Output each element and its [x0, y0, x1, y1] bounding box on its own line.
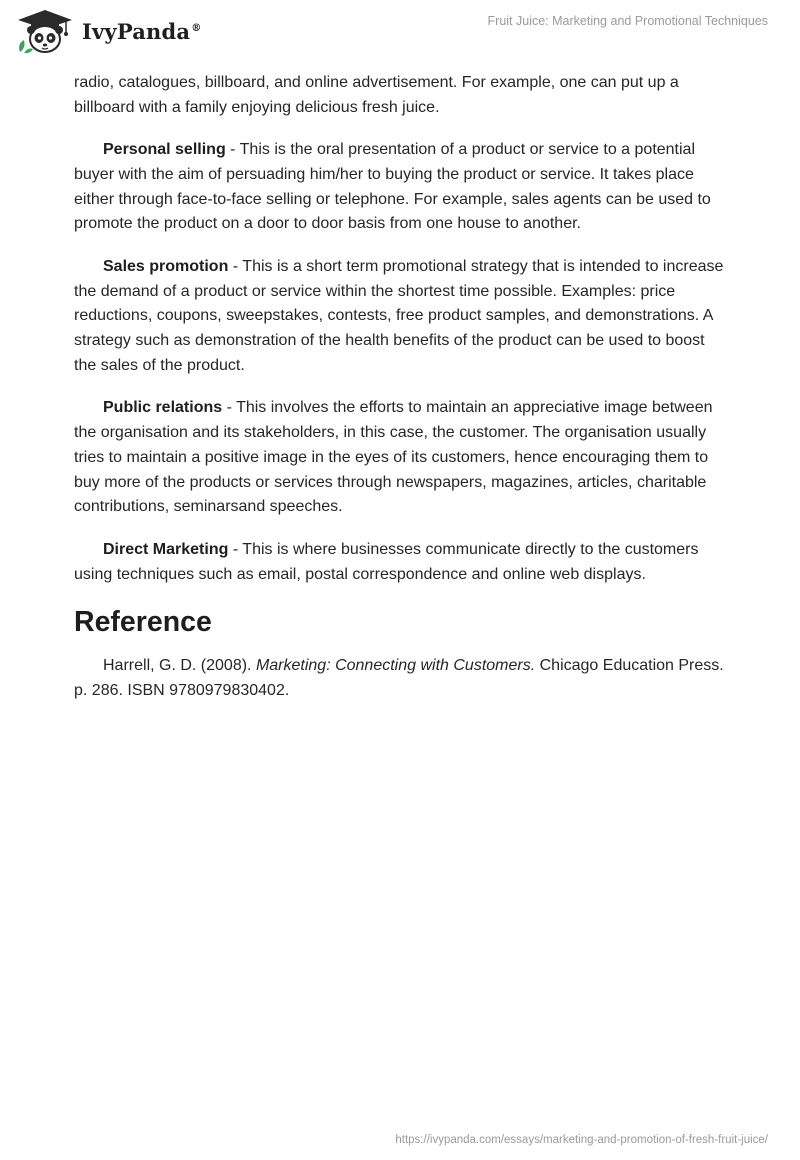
- section-term: Direct Marketing: [103, 540, 229, 558]
- section-text: - This involves the efforts to maintain an appreciative image between the organisation and its stakeholders, in this case, the customer. The organisation usually tries to maintain a positive image in the eyes of its customers, hence encouraging them to buy more of the products or services through newspapers, magazines, articles, charitable contributions, seminarsand speeches.: [74, 399, 713, 516]
- sales-promotion-paragraph: [74, 255, 724, 379]
- section-term: Personal selling: [103, 141, 226, 159]
- reference-entry: [74, 654, 724, 704]
- section-term: Public relations: [103, 399, 223, 417]
- document-title: Fruit Juice: Marketing and Promotional Techniques: [487, 14, 768, 28]
- section-text: - This is a short term promotional strategy that is intended to increase the demand of a product or service within the shortest time possible. Examples: price reductions, coupons, sweepstakes, contests, free product samples, and demonstrations. A strategy such as demonstration of the health benefits of the product can be used to boost the sales of the product.: [74, 257, 724, 374]
- reference-publisher: Chicago Education Press. p. 286. ISBN 9780979830402.: [74, 656, 724, 699]
- personal-selling-paragraph: [74, 138, 724, 237]
- brand-name: IvyPanda®: [82, 18, 202, 44]
- public-relations-paragraph: [74, 396, 724, 520]
- ivypanda-logo[interactable]: [14, 8, 201, 54]
- panda-graduate-icon: [14, 8, 76, 54]
- essay-body: [74, 71, 724, 721]
- page-header: [0, 0, 800, 60]
- reference-title: Marketing: Connecting with Customers.: [255, 656, 536, 674]
- reference-heading: Reference: [74, 605, 212, 638]
- source-url[interactable]: https://ivypanda.com/essays/marketing-and-promotion-of-fresh-fruit-juice/: [395, 1134, 768, 1146]
- section-term: Sales promotion: [103, 257, 229, 275]
- section-text: - This is the oral presentation of a product or service to a potential buyer with the aim of persuading him/her to buying the product or service. It takes place either through face-to-face selling or telephone. For example, sales agents can be used to promote the product on a door to door basis from one house to another.: [74, 141, 711, 233]
- intro-paragraph: radio, catalogues, billboard, and online advertisement. For example, one can put up a billboard with a family enjoying delicious fresh juice.: [74, 74, 679, 116]
- direct-marketing-paragraph: [74, 538, 724, 588]
- reference-authors: Harrell, G. D. (2008).: [103, 656, 256, 674]
- section-text: - This is where businesses communicate directly to the customers using techniques such as email, postal correspondence and online web displays.: [74, 540, 699, 583]
